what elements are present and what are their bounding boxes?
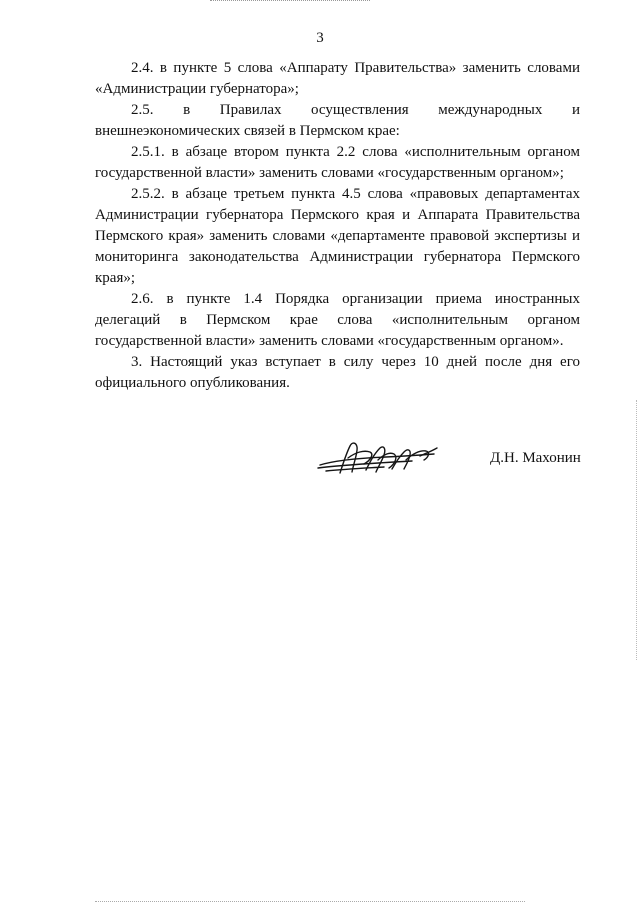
paragraph-2-6: 2.6. в пункте 1.4 Порядка организации приема иностранных делегаций в Пермском крае слова «исполнительным органом государственной власти» заменить словами «государственным органом». (95, 291, 580, 349)
scan-artifact-top (210, 0, 370, 3)
paragraph-2-4: 2.4. в пункте 5 слова «Аппарату Правительства» заменить словами «Администрации губернатора»; (95, 60, 580, 97)
handwritten-signature (316, 438, 441, 480)
scan-artifact-edge (636, 400, 638, 660)
scan-artifact-bottom (95, 901, 525, 903)
paragraph-2-5-1: 2.5.1. в абзаце втором пункта 2.2 слова «исполнительным органом государственной власти» заменить словами «государственным органом»; (95, 144, 580, 181)
document-body (95, 58, 580, 394)
paragraph-3: 3. Настоящий указ вступает в силу через 10 дней после дня его официального опубликования. (95, 354, 580, 391)
paragraph-2-5: 2.5. в Правилах осуществления международных и внешнеэкономических связей в Пермском крае: (95, 102, 580, 139)
signature-block (0, 438, 640, 488)
signer-name: Д.Н. Махонин (490, 450, 581, 466)
paragraph-2-5-2: 2.5.2. в абзаце третьем пункта 4.5 слова «правовых департаментах Администрации губернатора Пермского края и Аппарата Правительства Пермского края» заменить словами «департаменте правовой экспертизы и мониторинга законодательства Администрации губернатора Пермского края»; (95, 186, 580, 286)
page-number: 3 (316, 30, 324, 46)
